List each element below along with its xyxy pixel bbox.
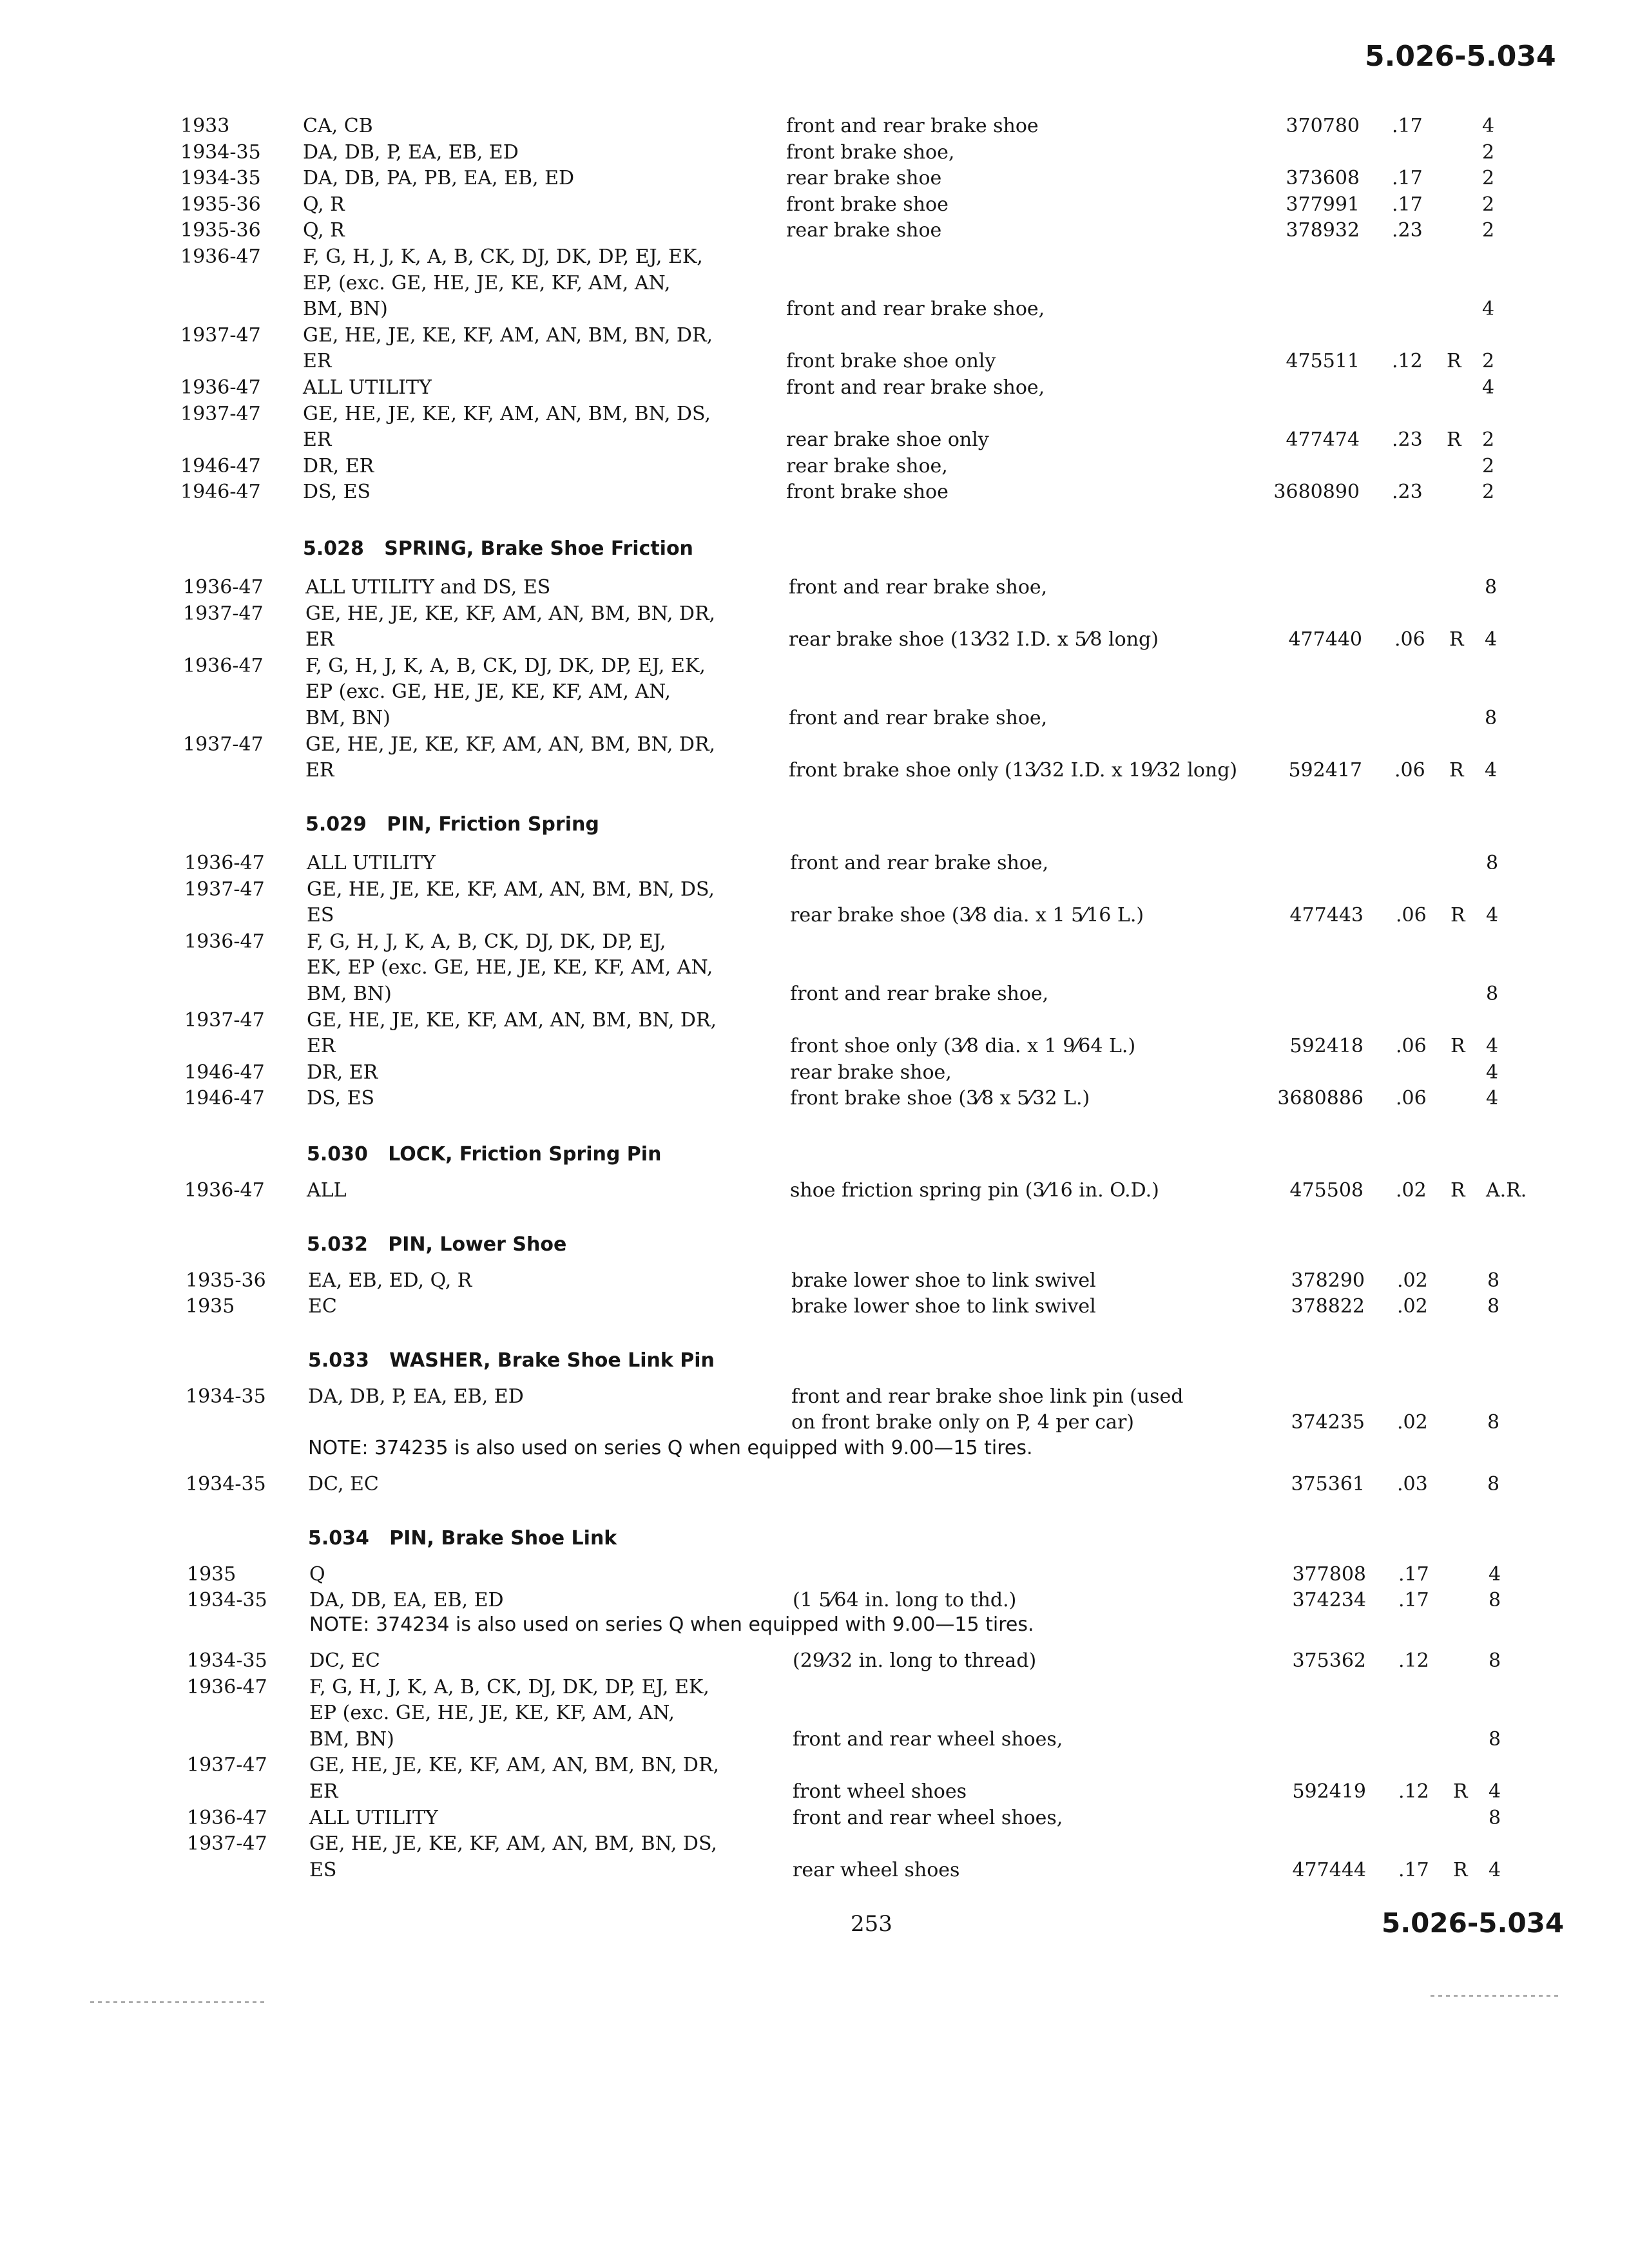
- model-codes: DA, DB, PA, PB, EA, EB, ED: [303, 167, 575, 190]
- r-code: R: [1451, 1035, 1465, 1058]
- model-year: 1946-47: [180, 481, 261, 504]
- model-year: 1934-35: [186, 1473, 266, 1495]
- part-weight: .12: [1398, 1780, 1429, 1803]
- model-year: 1935-36: [180, 193, 261, 216]
- section-heading-5-034: [308, 1527, 617, 1550]
- part-description: (1 5⁄64 in. long to thd.): [793, 1589, 1017, 1611]
- part-number: 370780: [1286, 115, 1360, 137]
- parts-row: [187, 1562, 1572, 1588]
- parts-row: [180, 218, 1566, 244]
- part-description: front and rear brake shoe,: [790, 852, 1049, 874]
- quantity: 8: [1489, 1589, 1501, 1611]
- note-374235: NOTE: 374235 is also used on series Q when equipped with 9.00—15 tires.: [308, 1437, 1033, 1459]
- footer-code: 5.026-5.034: [1382, 1907, 1565, 1939]
- part-weight: .12: [1398, 1649, 1429, 1672]
- quantity: 2: [1482, 193, 1495, 216]
- scan-artifact-right: [1431, 1995, 1559, 1997]
- part-number: 477440: [1288, 628, 1362, 651]
- model-codes: ES: [307, 904, 334, 927]
- part-number: 378290: [1291, 1269, 1365, 1292]
- part-weight: .06: [1396, 904, 1427, 927]
- section-heading-5-028: [303, 537, 693, 560]
- quantity: 8: [1486, 852, 1499, 874]
- section-heading-5-030: [307, 1143, 661, 1166]
- model-codes: DA, DB, P, EA, EB, ED: [303, 140, 519, 164]
- part-weight: .17: [1398, 1858, 1429, 1881]
- parts-row: [183, 679, 1568, 705]
- parts-row: [183, 601, 1568, 627]
- quantity: 2: [1482, 219, 1495, 242]
- part-number: 592417: [1288, 759, 1362, 782]
- r-code: R: [1453, 1780, 1468, 1803]
- parts-row: [180, 244, 1566, 270]
- parts-row: [184, 903, 1570, 928]
- parts-row: [186, 1384, 1571, 1410]
- r-code: R: [1447, 350, 1461, 373]
- part-weight: .17: [1398, 1589, 1429, 1611]
- parts-row: [184, 1008, 1570, 1033]
- part-number: 374235: [1291, 1411, 1365, 1434]
- model-codes: GE, HE, JE, KE, KF, AM, AN, BM, BN, DR,: [309, 1754, 720, 1777]
- section-number: 5.030: [307, 1143, 368, 1166]
- model-codes: Q: [309, 1563, 325, 1586]
- part-description: front brake shoe: [786, 193, 949, 216]
- model-year: 1936-47: [184, 930, 265, 953]
- quantity: 8: [1486, 983, 1499, 1005]
- model-codes: EP (exc. GE, HE, JE, KE, KF, AM, AN,: [309, 1702, 675, 1725]
- model-codes: ALL UTILITY: [309, 1806, 438, 1829]
- part-weight: .17: [1398, 1563, 1429, 1586]
- part-weight: .06: [1396, 1087, 1427, 1110]
- r-code: R: [1451, 904, 1465, 927]
- model-year: 1934-35: [180, 140, 261, 164]
- section-heading-5-033: [308, 1349, 715, 1372]
- section-title: LOCK, Friction Spring Pin: [388, 1143, 662, 1166]
- model-year: 1934-35: [187, 1649, 267, 1672]
- part-number: 378822: [1291, 1295, 1365, 1318]
- model-codes: DS, ES: [307, 1087, 375, 1110]
- scan-artifact-left: [90, 2001, 264, 2003]
- quantity: 2: [1482, 428, 1495, 452]
- quantity: 8: [1489, 1806, 1501, 1829]
- quantity: 8: [1485, 707, 1498, 729]
- part-number: 3680886: [1277, 1087, 1364, 1110]
- quantity: 8: [1487, 1473, 1500, 1495]
- parts-row: [187, 1753, 1572, 1778]
- parts-row: [184, 1060, 1570, 1086]
- part-description: rear brake shoe: [786, 219, 942, 242]
- part-description: front brake shoe: [786, 481, 949, 504]
- part-description: front and rear brake shoe,: [786, 376, 1045, 399]
- part-description: rear brake shoe,: [786, 454, 948, 477]
- model-year: 1936-47: [187, 1675, 267, 1698]
- part-number: 475511: [1286, 350, 1360, 373]
- part-description: rear brake shoe (13⁄32 I.D. x 5⁄8 long): [789, 628, 1159, 651]
- model-year: 1935: [186, 1295, 235, 1318]
- r-code: R: [1451, 1179, 1465, 1202]
- part-description: front and rear brake shoe link pin (used: [791, 1385, 1184, 1408]
- parts-row: [187, 1858, 1572, 1883]
- parts-row: [184, 981, 1570, 1007]
- model-year: 1937-47: [187, 1754, 267, 1777]
- part-description: front brake shoe only: [786, 350, 996, 373]
- model-year: 1946-47: [184, 1087, 265, 1110]
- section-title: WASHER, Brake Shoe Link Pin: [389, 1349, 715, 1372]
- model-year: 1934-35: [180, 167, 261, 190]
- model-year: 1937-47: [184, 1008, 265, 1032]
- r-code: R: [1449, 628, 1464, 651]
- quantity: 4: [1482, 298, 1495, 321]
- model-codes: ALL UTILITY: [307, 852, 436, 874]
- part-number: 477474: [1286, 428, 1360, 452]
- model-codes: ES: [309, 1858, 337, 1881]
- part-weight: .03: [1397, 1473, 1428, 1495]
- section-number: 5.029: [305, 813, 367, 836]
- parts-row: [180, 427, 1566, 453]
- model-codes: GE, HE, JE, KE, KF, AM, AN, BM, BN, DR,: [305, 602, 716, 625]
- part-weight: .17: [1392, 167, 1423, 190]
- part-description: front shoe only (3⁄8 dia. x 1 9⁄64 L.): [790, 1035, 1136, 1058]
- quantity: 2: [1482, 454, 1495, 477]
- model-year: 1937-47: [187, 1832, 267, 1856]
- model-year: 1934-35: [187, 1589, 267, 1611]
- model-codes: ER: [305, 759, 334, 782]
- part-weight: .06: [1394, 628, 1425, 651]
- part-weight: .06: [1396, 1035, 1427, 1058]
- part-number: 592418: [1289, 1035, 1364, 1058]
- part-description: front and rear brake shoe: [786, 115, 1039, 137]
- model-codes: DC, EC: [309, 1649, 380, 1672]
- parts-row: [187, 1648, 1572, 1674]
- quantity: 4: [1489, 1780, 1501, 1803]
- section-title: SPRING, Brake Shoe Friction: [384, 537, 693, 560]
- section-number: 5.034: [308, 1527, 369, 1550]
- part-description: brake lower shoe to link swivel: [791, 1269, 1096, 1292]
- model-year: 1936-47: [187, 1806, 267, 1829]
- quantity: 4: [1485, 759, 1498, 782]
- section-number: 5.032: [307, 1233, 368, 1256]
- parts-row: [183, 758, 1568, 783]
- part-weight: .23: [1392, 481, 1423, 504]
- part-description: front brake shoe (3⁄8 x 5⁄32 L.): [790, 1087, 1090, 1110]
- quantity: 8: [1487, 1269, 1500, 1292]
- note-374234: NOTE: 374234 is also used on series Q when equipped with 9.00—15 tires.: [309, 1613, 1034, 1636]
- quantity: 4: [1482, 376, 1495, 399]
- model-codes: ER: [303, 428, 332, 452]
- quantity: 2: [1482, 481, 1495, 504]
- part-number: 592419: [1292, 1780, 1366, 1803]
- model-codes: EP (exc. GE, HE, JE, KE, KF, AM, AN,: [305, 680, 671, 704]
- section-heading-5-032: [307, 1233, 566, 1256]
- model-codes: GE, HE, JE, KE, KF, AM, AN, BM, BN, DR,: [305, 733, 716, 756]
- part-description: brake lower shoe to link swivel: [791, 1295, 1096, 1318]
- model-codes: F, G, H, J, K, A, B, CK, DJ, DK, DP, EJ,: [307, 930, 666, 953]
- model-codes: F, G, H, J, K, A, B, CK, DJ, DK, DP, EJ, EK,: [305, 654, 706, 677]
- model-codes: DS, ES: [303, 481, 371, 504]
- model-codes: EA, EB, ED, Q, R: [308, 1269, 472, 1292]
- model-codes: GE, HE, JE, KE, KF, AM, AN, BM, BN, DS,: [307, 878, 715, 901]
- parts-row: [187, 1805, 1572, 1831]
- parts-row: [186, 1268, 1571, 1294]
- section-title: PIN, Lower Shoe: [388, 1233, 567, 1256]
- model-codes: ER: [309, 1780, 338, 1803]
- parts-row: [183, 732, 1568, 758]
- model-codes: ER: [305, 628, 334, 651]
- r-code: R: [1453, 1858, 1468, 1881]
- parts-row: [180, 296, 1566, 322]
- parts-row: [187, 1675, 1572, 1700]
- model-codes: CA, CB: [303, 115, 373, 137]
- model-codes: Q, R: [303, 193, 345, 216]
- model-year: 1937-47: [183, 733, 264, 756]
- section-number: 5.028: [303, 537, 364, 560]
- model-codes: ALL UTILITY and DS, ES: [305, 576, 551, 599]
- parts-row: [180, 192, 1566, 218]
- parts-row: [180, 323, 1566, 349]
- part-weight: .23: [1392, 428, 1423, 452]
- parts-row: [184, 1086, 1570, 1111]
- r-code: R: [1447, 428, 1461, 452]
- part-description: front and rear brake shoe,: [789, 576, 1048, 599]
- header-code: 5.026-5.034: [1365, 40, 1556, 73]
- part-description: front and rear wheel shoes,: [793, 1727, 1063, 1751]
- part-number: 477444: [1292, 1858, 1366, 1881]
- model-codes: ALL: [307, 1179, 347, 1202]
- model-year: 1935-36: [186, 1269, 266, 1292]
- quantity: 4: [1486, 904, 1499, 927]
- part-description: front wheel shoes: [793, 1780, 967, 1803]
- part-weight: .06: [1394, 759, 1425, 782]
- parts-row: [184, 955, 1570, 981]
- quantity: A.R.: [1486, 1179, 1527, 1202]
- model-year: 1937-47: [180, 323, 261, 347]
- model-year: 1937-47: [184, 878, 265, 901]
- model-year: 1936-47: [184, 1179, 265, 1202]
- model-year: 1936-47: [180, 376, 261, 399]
- part-description: front and rear brake shoe,: [789, 707, 1048, 729]
- part-description: shoe friction spring pin (3⁄16 in. O.D.): [790, 1179, 1159, 1202]
- parts-row: [180, 271, 1566, 296]
- parts-row: [184, 1033, 1570, 1059]
- model-year: 1933: [180, 115, 230, 137]
- part-number: 373608: [1286, 167, 1360, 190]
- model-codes: EK, EP (exc. GE, HE, JE, KE, KF, AM, AN,: [307, 956, 713, 979]
- parts-row: [184, 1178, 1570, 1204]
- parts-row: [180, 113, 1566, 139]
- parts-row: [180, 375, 1566, 401]
- model-codes: BM, BN): [305, 707, 390, 729]
- model-year: 1936-47: [183, 654, 264, 677]
- part-description: rear brake shoe: [786, 167, 942, 190]
- part-description: rear wheel shoes: [793, 1858, 960, 1881]
- model-year: 1936-47: [184, 852, 265, 874]
- parts-row: [180, 479, 1566, 505]
- parts-row: [180, 140, 1566, 166]
- r-code: R: [1449, 759, 1464, 782]
- quantity: 8: [1487, 1411, 1500, 1434]
- parts-row: [184, 850, 1570, 876]
- section-title: PIN, Friction Spring: [387, 813, 599, 836]
- part-number: 375362: [1292, 1649, 1366, 1672]
- model-codes: DR, ER: [303, 454, 374, 477]
- part-number: 377991: [1286, 193, 1360, 216]
- part-description: front and rear wheel shoes,: [793, 1806, 1063, 1829]
- model-codes: DR, ER: [307, 1061, 378, 1084]
- quantity: 4: [1482, 115, 1495, 137]
- model-codes: DC, EC: [308, 1473, 379, 1495]
- model-year: 1937-47: [180, 402, 261, 425]
- quantity: 2: [1482, 140, 1495, 164]
- model-year: 1934-35: [186, 1385, 266, 1408]
- part-description: (29⁄32 in. long to thread): [793, 1649, 1037, 1672]
- model-year: 1946-47: [180, 454, 261, 477]
- quantity: 8: [1489, 1649, 1501, 1672]
- part-weight: .17: [1392, 193, 1423, 216]
- parts-row: [180, 401, 1566, 427]
- parts-row: [180, 349, 1566, 374]
- model-codes: BM, BN): [303, 298, 388, 321]
- quantity: 4: [1486, 1061, 1499, 1084]
- model-codes: ALL UTILITY: [303, 376, 432, 399]
- part-number: 375361: [1291, 1473, 1365, 1495]
- parts-row: [187, 1700, 1572, 1726]
- part-weight: .02: [1396, 1179, 1427, 1202]
- model-codes: F, G, H, J, K, A, B, CK, DJ, DK, DP, EJ, EK,: [309, 1675, 709, 1698]
- model-codes: GE, HE, JE, KE, KF, AM, AN, BM, BN, DR,: [307, 1008, 717, 1032]
- model-year: 1936-47: [180, 245, 261, 268]
- model-year: 1935-36: [180, 219, 261, 242]
- model-codes: ER: [303, 350, 332, 373]
- parts-row: [186, 1410, 1571, 1436]
- model-codes: Q, R: [303, 219, 345, 242]
- quantity: 2: [1482, 167, 1495, 190]
- parts-row: [187, 1779, 1572, 1805]
- model-codes: GE, HE, JE, KE, KF, AM, AN, BM, BN, DR,: [303, 323, 713, 347]
- part-description: on front brake only on P, 4 per car): [791, 1411, 1134, 1434]
- part-number: 374234: [1292, 1589, 1366, 1611]
- section-heading-5-029: [305, 813, 599, 836]
- model-codes: DA, DB, EA, EB, ED: [309, 1589, 504, 1611]
- model-codes: DA, DB, P, EA, EB, ED: [308, 1385, 524, 1408]
- model-codes: ER: [307, 1035, 336, 1058]
- model-year: 1936-47: [183, 576, 264, 599]
- part-description: rear brake shoe (3⁄8 dia. x 1 5⁄16 L.): [790, 904, 1144, 927]
- part-description: front and rear brake shoe,: [790, 983, 1049, 1005]
- part-description: front brake shoe only (13⁄32 I.D. x 19⁄32 long): [789, 759, 1238, 782]
- parts-row: [180, 166, 1566, 191]
- part-weight: .02: [1397, 1295, 1428, 1318]
- part-description: front brake shoe,: [786, 140, 955, 164]
- section-number: 5.033: [308, 1349, 369, 1372]
- part-description: front and rear brake shoe,: [786, 298, 1045, 321]
- part-weight: .02: [1397, 1411, 1428, 1434]
- parts-row: [183, 575, 1568, 601]
- part-number: 378932: [1286, 219, 1360, 242]
- part-number: 477443: [1289, 904, 1364, 927]
- model-codes: BM, BN): [307, 983, 392, 1005]
- part-number: 3680890: [1273, 481, 1360, 504]
- part-number: 475508: [1289, 1179, 1364, 1202]
- parts-row: [183, 706, 1568, 731]
- parts-row: [180, 454, 1566, 479]
- model-codes: BM, BN): [309, 1727, 394, 1751]
- model-codes: GE, HE, JE, KE, KF, AM, AN, BM, BN, DS,: [303, 402, 711, 425]
- quantity: 2: [1482, 350, 1495, 373]
- parts-row: [184, 877, 1570, 903]
- parts-row: [184, 929, 1570, 955]
- quantity: 4: [1485, 628, 1498, 651]
- model-year: 1946-47: [184, 1061, 265, 1084]
- part-description: rear brake shoe only: [786, 428, 989, 452]
- part-weight: .12: [1392, 350, 1423, 373]
- model-codes: GE, HE, JE, KE, KF, AM, AN, BM, BN, DS,: [309, 1832, 717, 1856]
- parts-row: [186, 1472, 1571, 1497]
- parts-row: [187, 1727, 1572, 1753]
- model-codes: EC: [308, 1295, 337, 1318]
- part-weight: .23: [1392, 219, 1423, 242]
- parts-row: [183, 627, 1568, 653]
- parts-row: [186, 1294, 1571, 1320]
- parts-row: [187, 1588, 1572, 1613]
- section-title: PIN, Brake Shoe Link: [389, 1527, 617, 1550]
- part-number: 377808: [1292, 1563, 1366, 1586]
- quantity: 8: [1487, 1295, 1500, 1318]
- model-year: 1935: [187, 1563, 236, 1586]
- quantity: 8: [1485, 576, 1498, 599]
- quantity: 4: [1486, 1087, 1499, 1110]
- quantity: 4: [1489, 1858, 1501, 1881]
- quantity: 8: [1489, 1727, 1501, 1751]
- part-description: rear brake shoe,: [790, 1061, 952, 1084]
- model-year: 1937-47: [183, 602, 264, 625]
- parts-row: [187, 1831, 1572, 1857]
- part-weight: .02: [1397, 1269, 1428, 1292]
- quantity: 4: [1489, 1563, 1501, 1586]
- model-codes: F, G, H, J, K, A, B, CK, DJ, DK, DP, EJ, EK,: [303, 245, 703, 268]
- model-codes: EP, (exc. GE, HE, JE, KE, KF, AM, AN,: [303, 271, 671, 294]
- quantity: 4: [1486, 1035, 1499, 1058]
- part-weight: .17: [1392, 115, 1423, 137]
- page-number: 253: [851, 1911, 892, 1937]
- parts-row: [183, 653, 1568, 679]
